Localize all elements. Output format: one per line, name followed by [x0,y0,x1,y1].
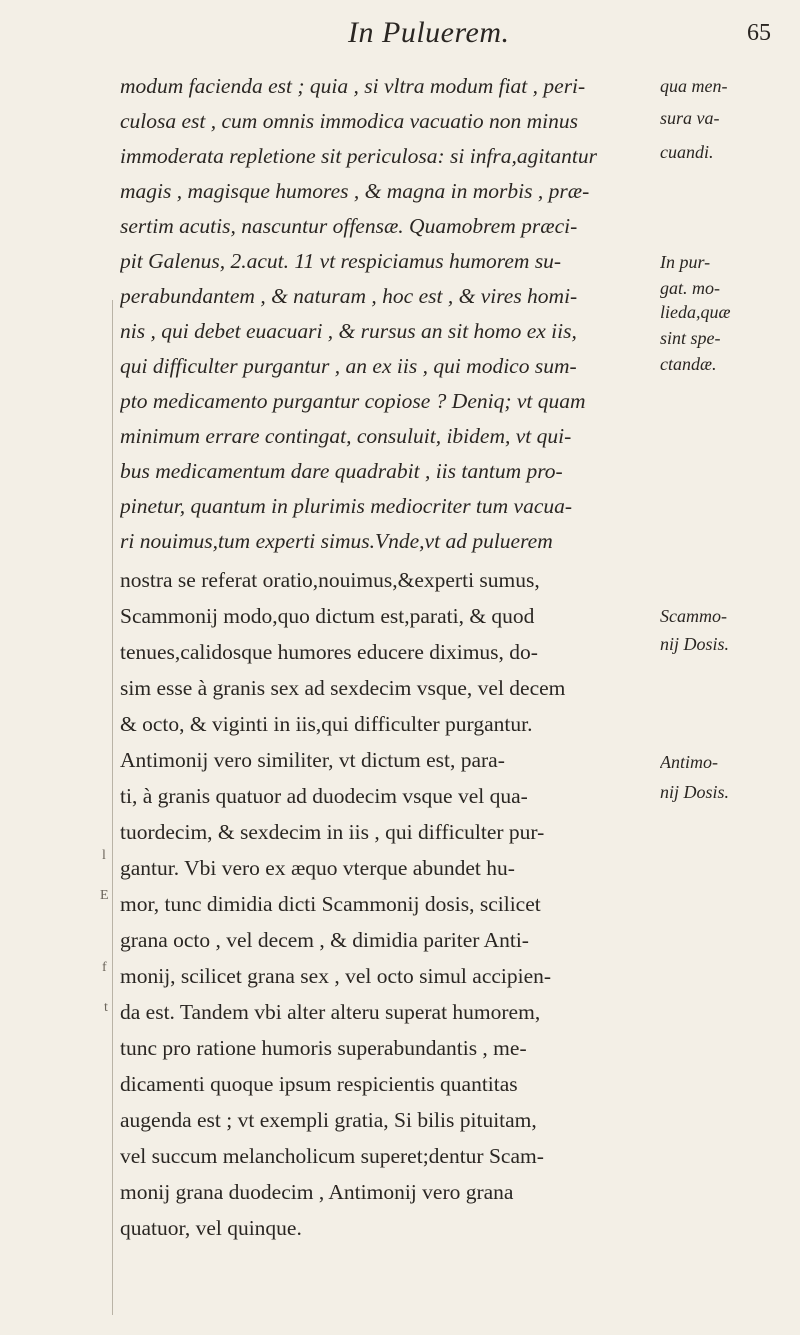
running-title: In Puluerem. [348,16,510,49]
text-line: ti, à granis quatuor ad duodecim vsque vel qua- [120,784,528,808]
text-line: nostra se referat oratio,nouimus,&experti sumus, [120,568,540,592]
text-line: modum facienda est ; quia , si vltra modum fiat , peri- [120,74,586,98]
text-line: pinetur, quantum in plurimis mediocriter tum vacua- [120,494,573,518]
text-line: monij grana duodecim , Antimonij vero grana [120,1180,514,1204]
margin-note: nij Dosis. [660,634,730,654]
text-line: grana octo , vel decem , & dimidia pariter Anti- [120,928,529,952]
text-line: qui difficulter purgantur , an ex iis , qui modico sum- [120,354,577,378]
text-line: nis , qui debet euacuari , & rursus an sit homo ex iis, [120,319,577,343]
margin-note: In pur- [660,252,711,272]
page-number: 65 [747,20,771,46]
text-line: minimum errare contingat, consuluit, ibidem, vt qui- [120,424,572,448]
text-line: tuordecim, & sexdecim in iis , qui difficulter pur- [120,820,545,844]
text-line: bus medicamentum dare quadrabit , iis tantum pro- [120,459,563,483]
text-line: perabundantem , & naturam , hoc est , & vires homi- [120,284,578,308]
edge-mark: E [100,888,109,903]
text-line: Antimonij vero similiter, vt dictum est, para- [120,748,505,772]
margin-note: cuandi. [660,142,714,162]
text-line: da est. Tandem vbi alter alteru superat humorem, [120,1000,541,1024]
margin-note: lieda,quæ [660,302,731,322]
text-line: pto medicamento purgantur copiose ? Deniq; vt quam [120,389,586,413]
text-line: tunc pro ratione humoris superabundantis , me- [120,1036,527,1060]
text-line: dicamenti quoque ipsum respicientis quantitas [120,1072,518,1096]
margin-note: nij Dosis. [660,782,730,802]
edge-mark: l [102,848,106,863]
text-line: Scammonij modo,quo dictum est,parati, & quod [120,604,535,628]
text-line: tenues,calidosque humores educere diximus, do- [120,640,538,664]
text-line: monij, scilicet grana sex , vel octo simul accipien- [120,964,552,988]
text-line: magis , magisque humores , & magna in morbis , præ- [120,179,590,203]
text-line: ri nouimus,tum experti simus.Vnde,vt ad puluerem [120,529,553,553]
margin-note: Scammo- [660,606,727,626]
margin-note: sint spe- [660,328,721,348]
edge-mark: f [102,960,107,975]
text-line: mor, tunc dimidia dicti Scammonij dosis, scilicet [120,892,541,916]
edge-mark: t [104,1000,108,1015]
margin-note: qua men- [660,76,728,96]
text-line: augenda est ; vt exempli gratia, Si bilis pituitam, [120,1108,537,1132]
text-line: pit Galenus, 2.acut. 11 vt respiciamus humorem su- [120,249,562,273]
text-line: immoderata repletione sit periculosa: si infra,agitantur [120,144,597,168]
text-line: gantur. Vbi vero ex æquo vterque abundet hu- [120,856,515,880]
text-line: quatuor, vel quinque. [120,1216,302,1240]
margin-note: sura va- [660,108,720,128]
text-line: vel succum melancholicum superet;dentur Scam- [120,1144,544,1168]
text-line: & octo, & viginti in iis,qui difficulter purgantur. [120,712,533,736]
text-line: sim esse à granis sex ad sexdecim vsque, vel decem [120,676,566,700]
text-line: culosa est , cum omnis immodica vacuatio non minus [120,109,579,133]
margin-note: ctandæ. [660,354,717,374]
text-line: sertim acutis, nascuntur offensæ. Quamobrem præci- [120,214,578,238]
margin-note: gat. mo- [660,278,720,298]
margin-note: Antimo- [660,752,718,772]
